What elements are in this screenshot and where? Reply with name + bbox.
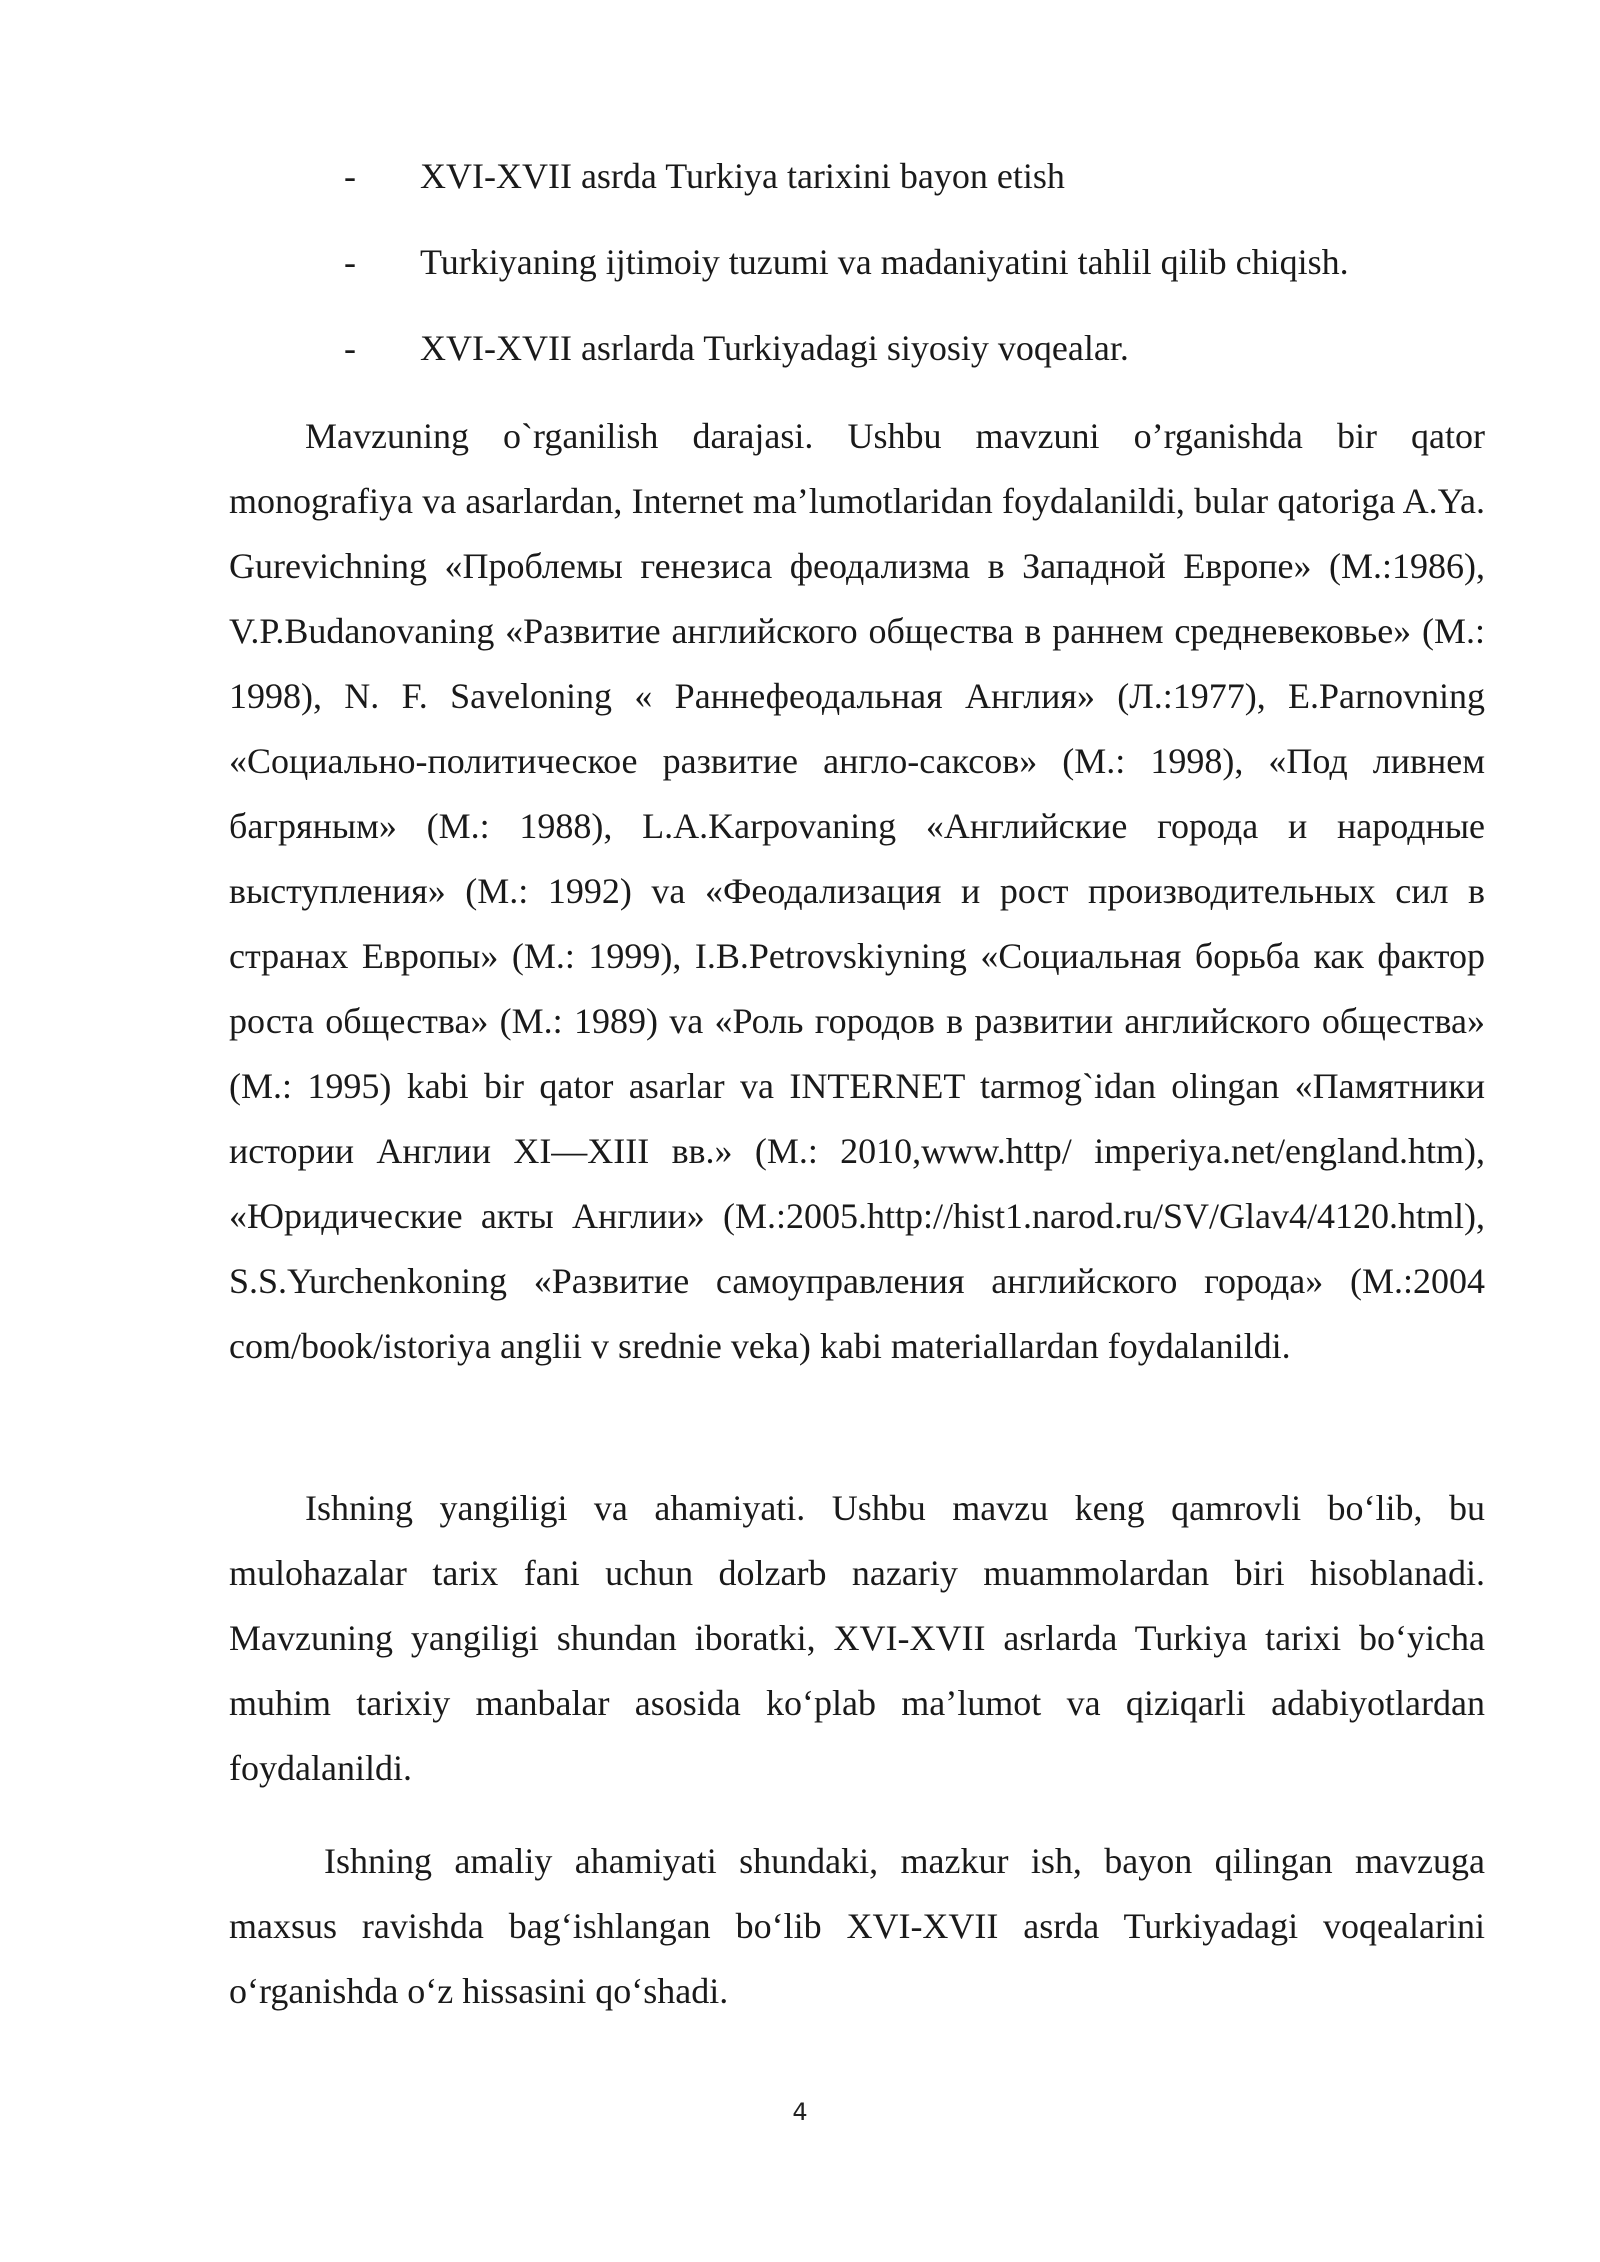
paragraph-study-level: Mavzuning o`rganilish darajasi. Ushbu mavzuni o’rganishda bir qator monografiya va asarlardan, Internet ma’lumotlaridan foydalanildi, bular qatoriga A.Ya. Gurevichning «Проблемы генезиса феодализма в Западной Европе» (М.:1986), V.P.Budanovaning «Развитие английского общества в раннем средневековье» (М.: 1998), N. F. Saveloning « Раннефеодальная Англия» (Л.:1977), E.Parnovning «Социально-политическое развитие англо-саксов» (М.: 1998), «Под ливнем багряным» (М.: 1988), L.A.Karpovaning «Английские города и народные выступления» (М.: 1992) va «Феодализация и рост производительных сил в странах Европы» (М.: 1999), I.B.Petrovskiyning «Социальная борьба как фактор роста общества» (М.: 1989) va «Роль городов в развитии английского общества» (М.: 1995) kabi bir qator asarlar va INTERNET tarmog`idan olingan «Памятники истории Англии XI—XIII вв.» (М.: 2010,www.http/ imperiya.net/england.htm), «Юридические акты Англии» (М.:2005.http://hist1.narod.ru/SV/Glav4/4120.html), S.S.Yurchenkoning «Развитие самоуправления английского города» (М.:2004 com/book/istoriya anglii v srednie veka) kabi materiallardan foydalanildi. [229,416,1485,1366]
bullet-dash: - [344,328,356,368]
paragraph-practical-significance: Ishning amaliy ahamiyati shundaki, mazkur ish, bayon qilingan mavzuga maxsus ravishda bag‘ishlangan bo‘lib XVI-XVII asrda Turkiyadagi voqealarini o‘rganishda o‘z hissasini qo‘shadi. [229,1841,1485,2011]
page-number: 4 [792,2098,808,2126]
page-content [229,148,1485,2024]
bullet-item [229,234,1485,320]
paragraph-novelty: Ishning yangiligi va ahamiyati. Ushbu mavzu keng qamrovli bo‘lib, bu mulohazalar tarix fani uchun dolzarb nazariy muammolardan biri hisoblanadi. Mavzuning yangiligi shundan iboratki, XVI-XVII asrlarda Turkiya tarixi bo‘yicha muhim tarixiy manbalar asosida ko‘plab ma’lumot va qiziqarli adabiyotlardan foydalanildi. [229,1488,1485,1788]
bullet-dash: - [344,242,356,282]
bullet-dash: - [344,156,356,196]
bullet-text: XVI-XVII asrda Turkiya tarixini bayon etish [420,156,1065,196]
bullet-text: Turkiyaning ijtimoiy tuzumi va madaniyatini tahlil qilib chiqish. [420,242,1349,282]
bullet-item [229,148,1485,234]
bullet-text: XVI-XVII asrlarda Turkiyadagi siyosiy voqealar. [420,328,1129,368]
bullet-item [229,320,1485,406]
